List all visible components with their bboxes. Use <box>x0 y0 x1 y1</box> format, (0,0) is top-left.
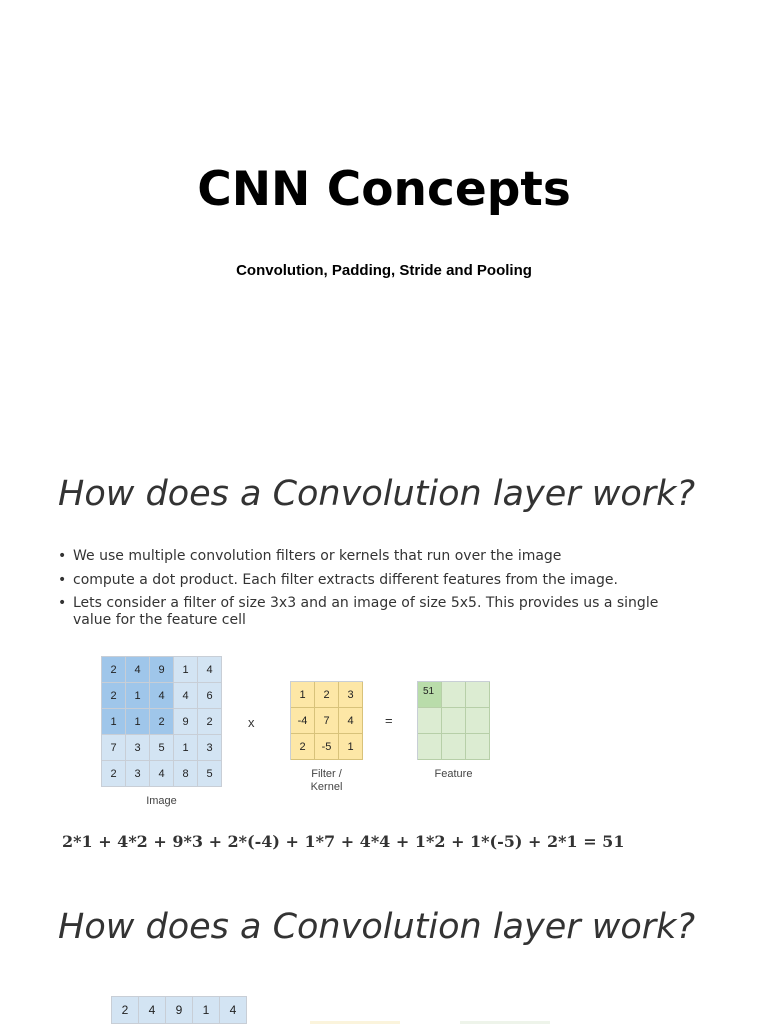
image-caption: Image <box>146 795 177 807</box>
matrix-cell: 1 <box>126 683 150 709</box>
matrix-cell <box>466 682 490 708</box>
matrix-cell: 2 <box>291 734 315 760</box>
slide-heading: How does a Convolution layer work? <box>58 474 696 514</box>
matrix-cell <box>442 708 466 734</box>
equals-symbol: = <box>385 713 393 728</box>
matrix-cell: 3 <box>126 735 150 761</box>
matrix-cell: 9 <box>150 657 174 683</box>
filter-matrix <box>290 681 363 760</box>
matrix-cell: 8 <box>174 761 198 787</box>
matrix-cell: 2 <box>102 657 126 683</box>
matrix-cell: 4 <box>174 683 198 709</box>
matrix-cell: 2 <box>112 997 139 1024</box>
bullet-item: • Lets consider a filter of size 3x3 and an image of size 5x5. This provides us a single value for the feature cell <box>58 595 698 629</box>
matrix-cell <box>418 734 442 760</box>
matrix-cell: 1 <box>102 709 126 735</box>
filter-caption-line2: Kernel <box>310 781 343 793</box>
filter-caption <box>290 768 363 794</box>
matrix-cell: 1 <box>291 682 315 708</box>
faded-figure-shapes <box>310 1018 560 1024</box>
image-matrix-partial <box>111 996 247 1024</box>
slide-heading: How does a Convolution layer work? <box>58 907 696 947</box>
matrix-cell: 4 <box>339 708 363 734</box>
feature-caption: Feature <box>434 768 473 780</box>
matrix-cell: 4 <box>150 761 174 787</box>
matrix-cell: -5 <box>315 734 339 760</box>
matrix-cell: 1 <box>174 657 198 683</box>
matrix-cell: 3 <box>198 735 222 761</box>
matrix-cell: 3 <box>126 761 150 787</box>
matrix-cell: 1 <box>174 735 198 761</box>
matrix-cell: 9 <box>166 997 193 1024</box>
matrix-cell: 51 <box>418 682 442 708</box>
matrix-cell: 5 <box>150 735 174 761</box>
matrix-cell: 2 <box>102 683 126 709</box>
matrix-cell <box>466 708 490 734</box>
matrix-cell: 2 <box>150 709 174 735</box>
matrix-cell: 2 <box>198 709 222 735</box>
filter-caption-line1: Filter / <box>311 768 342 780</box>
matrix-cell: 5 <box>198 761 222 787</box>
matrix-cell: 1 <box>339 734 363 760</box>
dot-product-equation: 2*1 + 4*2 + 9*3 + 2*(-4) + 1*7 + 4*4 + 1*2 + 1*(-5) + 2*1 = 51 <box>62 832 625 851</box>
matrix-cell <box>466 734 490 760</box>
matrix-cell: 1 <box>193 997 220 1024</box>
matrix-cell: 4 <box>126 657 150 683</box>
matrix-cell <box>442 734 466 760</box>
matrix-cell: 2 <box>315 682 339 708</box>
matrix-cell: 7 <box>102 735 126 761</box>
bullet-item: • We use multiple convolution filters or kernels that run over the image <box>58 548 698 565</box>
matrix-cell: 9 <box>174 709 198 735</box>
matrix-cell: 3 <box>339 682 363 708</box>
matrix-cell: 2 <box>102 761 126 787</box>
matrix-cell: 7 <box>315 708 339 734</box>
matrix-cell: 4 <box>198 657 222 683</box>
matrix-cell: 4 <box>150 683 174 709</box>
matrix-cell: 4 <box>139 997 166 1024</box>
matrix-cell <box>418 708 442 734</box>
multiply-symbol: x <box>248 715 255 730</box>
matrix-cell: 1 <box>126 709 150 735</box>
image-matrix <box>101 656 222 787</box>
bullet-list <box>58 548 698 628</box>
slide-subtitle: Convolution, Padding, Stride and Pooling <box>236 262 532 279</box>
matrix-cell: 6 <box>198 683 222 709</box>
bullet-item: • compute a dot product. Each filter extracts different features from the image. <box>58 572 698 589</box>
matrix-cell: -4 <box>291 708 315 734</box>
matrix-cell <box>442 682 466 708</box>
slide-title: CNN Concepts <box>197 162 571 217</box>
feature-matrix <box>417 681 490 760</box>
matrix-cell: 4 <box>220 997 247 1024</box>
